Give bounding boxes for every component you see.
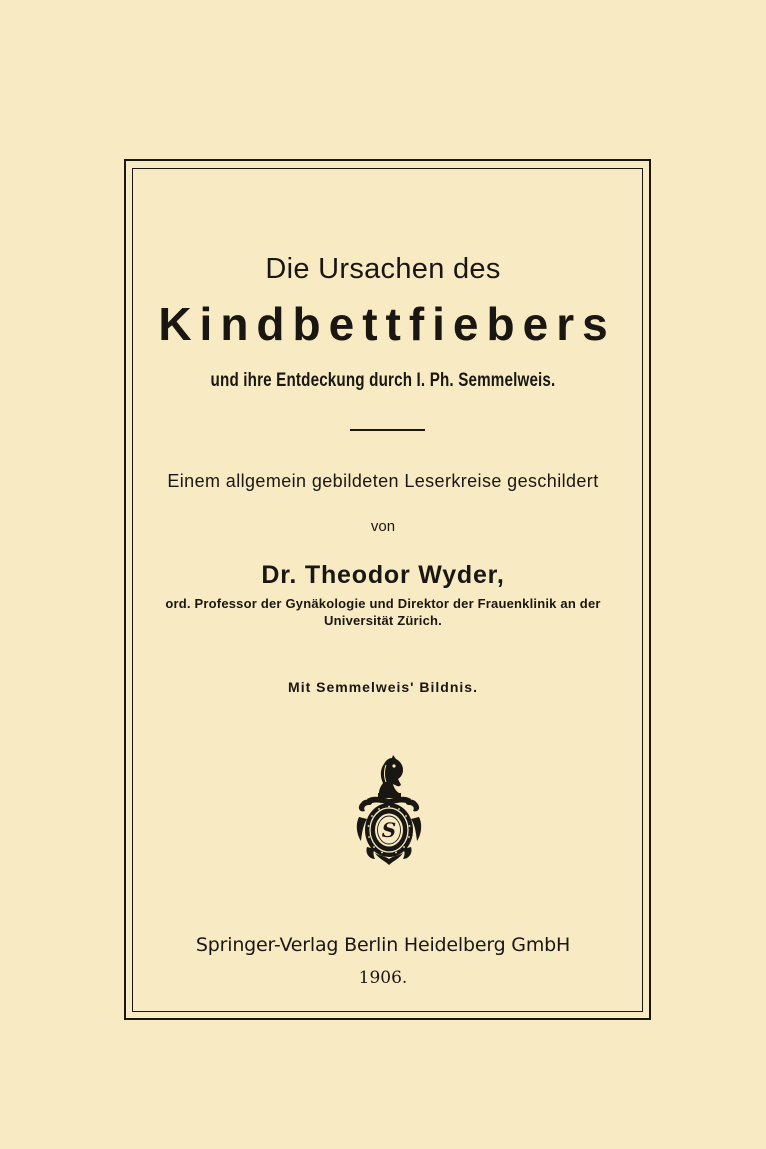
title-line-1: Die Ursachen des	[265, 253, 501, 285]
by-label: von	[370, 518, 396, 535]
publisher-name: Springer-Verlag Berlin Heidelberg GmbH	[195, 934, 571, 956]
emblem-letter: S	[381, 818, 397, 842]
publication-year: 1906.	[358, 968, 408, 988]
title-line-3: und ihre Entdeckung durch I. Ph. Semmelweis.	[210, 370, 556, 391]
main-title: Kindbettfiebers	[158, 298, 616, 350]
inner-border-frame	[132, 168, 643, 1012]
author-name: Dr. Theodor Wyder,	[261, 561, 505, 589]
portrait-note: Mit Semmelweis' Bildnis.	[288, 679, 478, 695]
subtitle: Einem allgemein gebildeten Leserkreise geschildert	[167, 471, 599, 491]
author-affiliation-line-1: ord. Professor der Gynäkologie und Direktor der Frauenklinik an der	[165, 596, 601, 611]
title-divider-rule	[350, 429, 425, 431]
author-affiliation-line-2: Universität Zürich.	[324, 613, 442, 628]
springer-knight-emblem-icon	[353, 755, 425, 867]
